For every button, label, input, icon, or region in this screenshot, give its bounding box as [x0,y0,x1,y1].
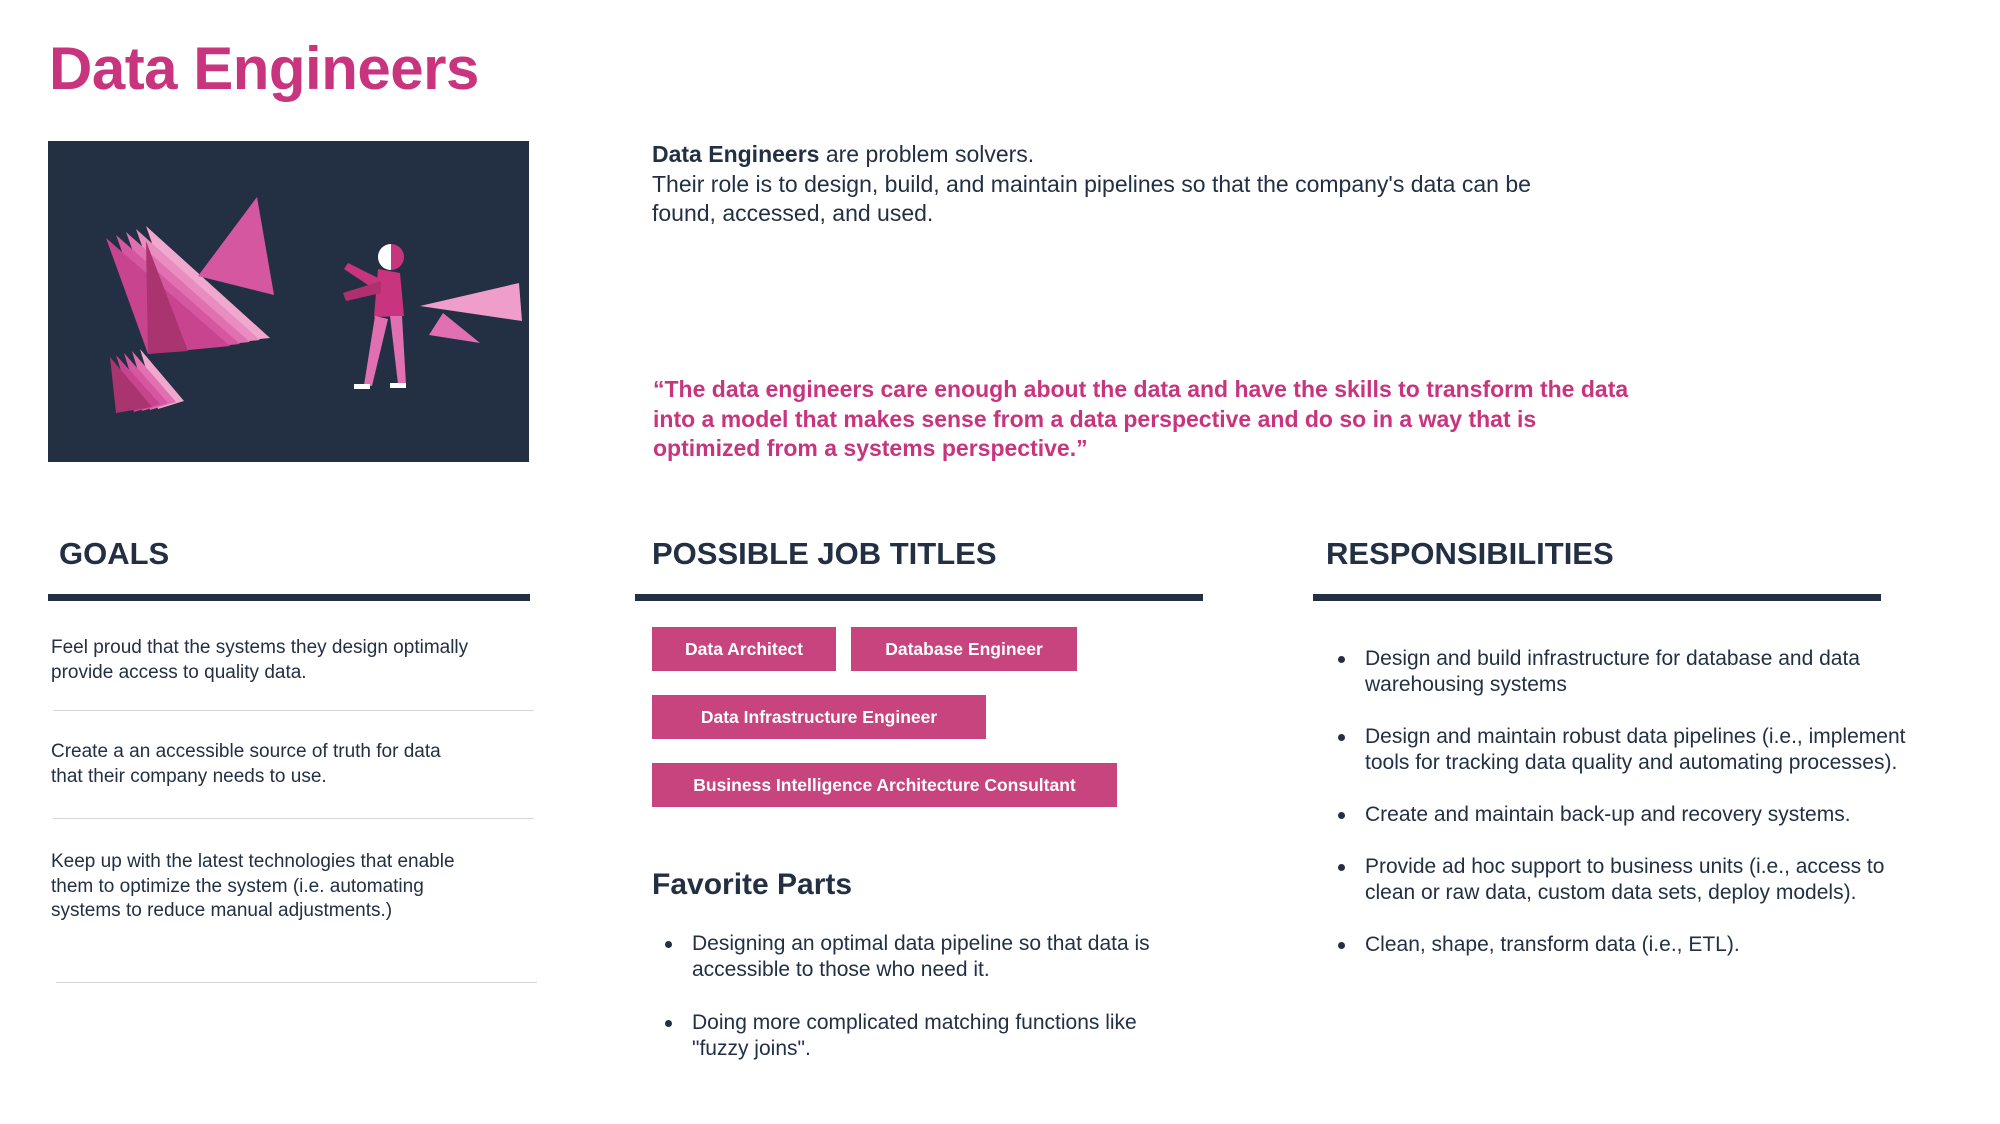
job-title-tag: Business Intelligence Architecture Consultant [652,763,1117,807]
responsibility-item: Create and maintain back-up and recovery systems. [1335,802,1935,828]
job-title-tag: Data Architect [652,627,836,671]
goal-divider [53,710,534,711]
goal-item: Keep up with the latest technologies that enable them to optimize the system (i.e. automating systems to reduce manual adjustments.) [51,851,455,921]
goals-rule [48,594,530,601]
goals-heading: GOALS [59,536,170,571]
goal-divider [53,818,534,819]
responsibility-item: Design and maintain robust data pipelines (i.e., implement tools for tracking data quality and automating processes). [1335,724,1935,776]
pull-quote: “The data engineers care enough about the data and have the skills to transform the data into a model that makes sense from a data perspective and do so in a way that is optimized from a systems perspective.” [653,376,1629,461]
responsibilities-rule [1313,594,1881,601]
hero-illustration [48,141,529,462]
goal-item: Feel proud that the systems they design optimally provide access to quality data. [51,637,469,683]
job-title-tag: Data Infrastructure Engineer [652,695,986,739]
favorite-part-item: Doing more complicated matching functions like "fuzzy joins". [662,1010,1182,1062]
intro-text [652,140,1592,229]
responsibility-item: Clean, shape, transform data (i.e., ETL). [1335,932,1935,958]
page-title: Data Engineers [49,35,479,102]
goal-item: Create a an accessible source of truth for data that their company needs to use. [51,741,441,787]
responsibilities-heading: RESPONSIBILITIES [1326,536,1614,571]
favorite-part-item: Designing an optimal data pipeline so that data is accessible to those who need it. [662,931,1182,983]
responsibility-item: Design and build infrastructure for database and data warehousing systems [1335,646,1935,698]
intro-after-bold: are problem solvers. [819,141,1035,167]
responsibility-item: Provide ad hoc support to business units (i.e., access to clean or raw data, custom data sets, deploy models). [1335,854,1935,906]
favorite-parts-list [662,931,1182,1062]
job-title-tag: Database Engineer [851,627,1077,671]
intro-bold: Data Engineers [652,141,820,167]
goal-divider [56,982,537,983]
job-titles-rule [635,594,1203,601]
person-holding-triangles-illustration [48,141,529,462]
favorite-parts-heading: Favorite Parts [652,868,853,901]
intro-line2: Their role is to design, build, and maintain pipelines so that the company's data can be found, accessed, and used. [652,170,1531,226]
responsibilities-list [1335,646,1935,958]
job-titles-heading: POSSIBLE JOB TITLES [652,536,997,571]
